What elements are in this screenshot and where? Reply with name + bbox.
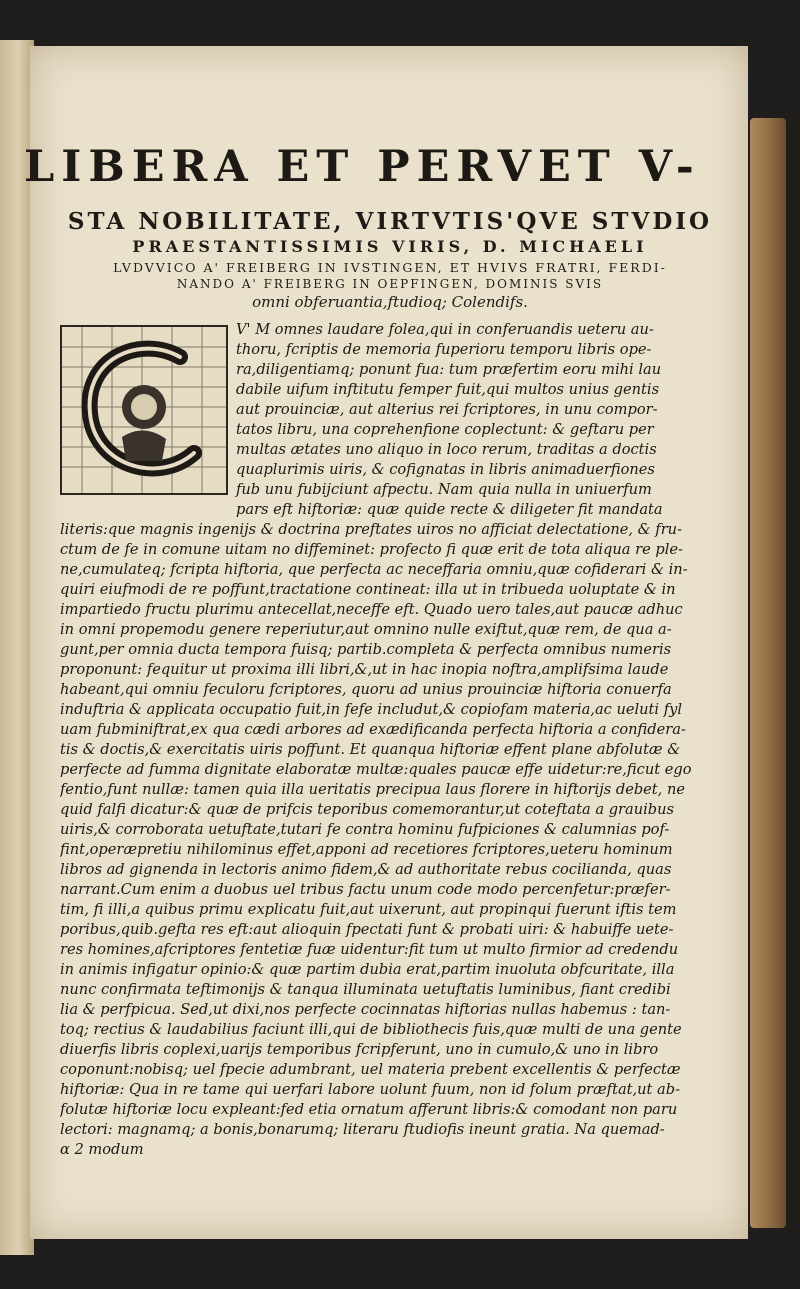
text-line: uam fubminiftrat,ex qua cædi arbores ad exædificanda perfecta hiftoria a confidera-: [60, 721, 686, 738]
text-line: quiri eiufmodi de re poffunt,tractatione contineat: illa ut in tribueda uoluptate & in: [60, 581, 676, 598]
text-line: α 2 modum: [60, 1141, 144, 1158]
text-line: tim, fi illi,a quibus primu explicatu fuit,aut uixerunt, aut propinqui fuerunt iftis tem: [60, 901, 677, 918]
text-line: libros ad gignenda in lectoris animo fidem,& ad authoritate rebus cocilianda, quas: [60, 861, 672, 878]
dedication: [40, 208, 740, 311]
text-line: ra,diligentiamq; ponunt fua: tum præfertim eoru mihi lau: [236, 361, 662, 378]
text-line: dabile uifum inftitutu femper fuit,qui multos unius gentis: [236, 381, 660, 398]
text-line: gunt,per omnia ducta tempora fuisq; partib.completa & perfecta omnibus numeris: [60, 641, 672, 658]
text-line: folutæ hiftoriæ locu expleant:fed etia ornatum afferunt libris:& comodant non paru: [60, 1101, 678, 1118]
text-line: in animis infigatur opinio:& quæ partim dubia erat,partim inuoluta obfcuritate, illa: [60, 961, 675, 978]
dedication-line: omni obferuantia,ftudioq; Colendifs.: [252, 293, 528, 311]
text-line: poribus,quib.gefta res eft:aut alioquin fpectati funt & probati uiri: & habuiffe uete-: [60, 921, 674, 938]
dedication-line: STA NOBILITATE, VIRTVTIS'QVE STVDIO: [67, 208, 713, 235]
text-line: ne,cumulateq; fcripta hiftoria, que perfecta ac neceffaria omniu,quæ cofiderari & in-: [60, 561, 688, 578]
text-line: tatos libru, una coprehenfione coplectunt: & geftaru per: [236, 421, 654, 438]
text-line: ctum de fe in comune uitam no diffeminet: profecto fi quæ erit de tota aliqua re ple-: [60, 541, 683, 558]
text-line: habeant,qui omniu feculoru fcriptores, quoru ad unius prouinciæ hiftoria conuerfa: [60, 681, 672, 698]
text-line: quid falfi dicatur:& quæ de prifcis teporibus comemorantur,ut coteftata a grauibus: [60, 801, 675, 818]
text-line: tis & doctis,& exercitatis uiris poffunt. Et quanqua hiftoriæ effent plane abfolutæ &: [60, 741, 681, 758]
text-line: [60, 1160, 730, 1180]
text-line: nunc confirmata teftimonijs & tanqua illuminata uetuftatis luminibus, fiant credibi: [60, 981, 671, 998]
running-head: LIBERA ET PERVET V-: [24, 142, 701, 192]
text-line: aut prouinciæ, aut alterius rei fcriptores, in unu compor-: [236, 401, 658, 418]
text-line: res homines,afcriptores fentetiæ fuæ uidentur:fit tum ut multo firmior ad credendu: [60, 941, 679, 958]
body-text: [60, 320, 730, 1180]
text-line: pars eft hiftoriæ: quæ quide recte & diligeter fit mandata: [236, 501, 663, 518]
dedication-line: PRAESTANTISSIMIS VIRIS, D. MICHAELI: [132, 237, 648, 256]
text-line: fint,operæpretiu nihilominus effet,apponi ad recetiores fcriptores,ueteru hominum: [60, 841, 673, 858]
text-line: proponunt: fequitur ut proxima illi libri,&,ut in hac inopia noftra,amplifsima laude: [60, 661, 669, 678]
text-line: toq; rectius & laudabilius faciunt illi,qui de bibliothecis fuis,quæ multi de una gente: [60, 1021, 682, 1038]
text-line: multas ætates uno aliquo in loco rerum, traditas a doctis: [236, 441, 657, 458]
text-line: in omni propemodu genere reperiutur,aut omnino nulle exiftut,quæ rem, de qua a-: [60, 621, 672, 638]
text-line: lia & perfpicua. Sed,ut dixi,nos perfecte cocinnatas hiftorias nullas habemus : tan-: [60, 1001, 671, 1018]
text-line: hiftoriæ: Qua in re tame qui uerfari labore uolunt fuum, non id folum præftat,ut ab-: [60, 1081, 681, 1098]
text-line: literis:que magnis ingenijs & doctrina preftates uiros no afficiat delectatione, & fru-: [60, 521, 682, 538]
dedication-line: NANDO A' FREIBERG IN OEPFINGEN, DOMINIS SVIS: [176, 277, 604, 291]
text-line: fentio,funt nullæ: tamen quia illa ueritatis precipua laus florere in hiftorijs debet, ne: [60, 781, 685, 798]
text-line: uiris,& corroborata uetuftate,tutari fe contra hominu fufpiciones & calumnias pof-: [60, 821, 670, 838]
text-line: induftria & applicata occupatio fuit,in fefe includut,& copiofam materia,ac ueluti fyl: [60, 701, 683, 718]
text-line: coponunt:nobisq; uel fpecie adumbrant, uel materia prebent excellentis & perfectæ: [60, 1061, 681, 1078]
dedication-line: LVDVVICO A' FREIBERG IN IVSTINGEN, ET HVIVS FRATRI, FERDI-: [113, 260, 667, 275]
text-line: thoru, fcriptis de memoria fuperioru temporu libris ope-: [236, 341, 652, 358]
text-line: diuerfis libris coplexi,uarijs temporibus fcripferunt, uno in cumulo,& uno in libro: [60, 1041, 659, 1058]
text-line: lectori: magnamq; a bonis,bonarumq; literaru ftudiofis ineunt gratia. Na quemad-: [60, 1121, 665, 1138]
left-page-edge: [0, 40, 34, 1255]
text-line: quaplurimis uiris, & cofignatas in libris animaduerfiones: [236, 461, 655, 478]
text-line: perfecte ad fumma dignitate elaboratæ multæ:quales paucæ effe uidetur:re,ficut ego: [60, 761, 692, 778]
text-line: impartiedo fructu plurimu antecellat,neceffe eft. Quado uero tales,aut paucæ adhuc: [60, 601, 683, 618]
right-book-edge: [750, 118, 786, 1228]
text-line: narrant.Cum enim a duobus uel tribus factu unum code modo percenfetur:præfer-: [60, 881, 671, 898]
text-line: V' M omnes laudare folea,qui in conferuandis ueteru au-: [236, 321, 654, 338]
text-line: fub unu fubijciunt afpectu. Nam quia nulla in uniuerfum: [236, 481, 652, 498]
